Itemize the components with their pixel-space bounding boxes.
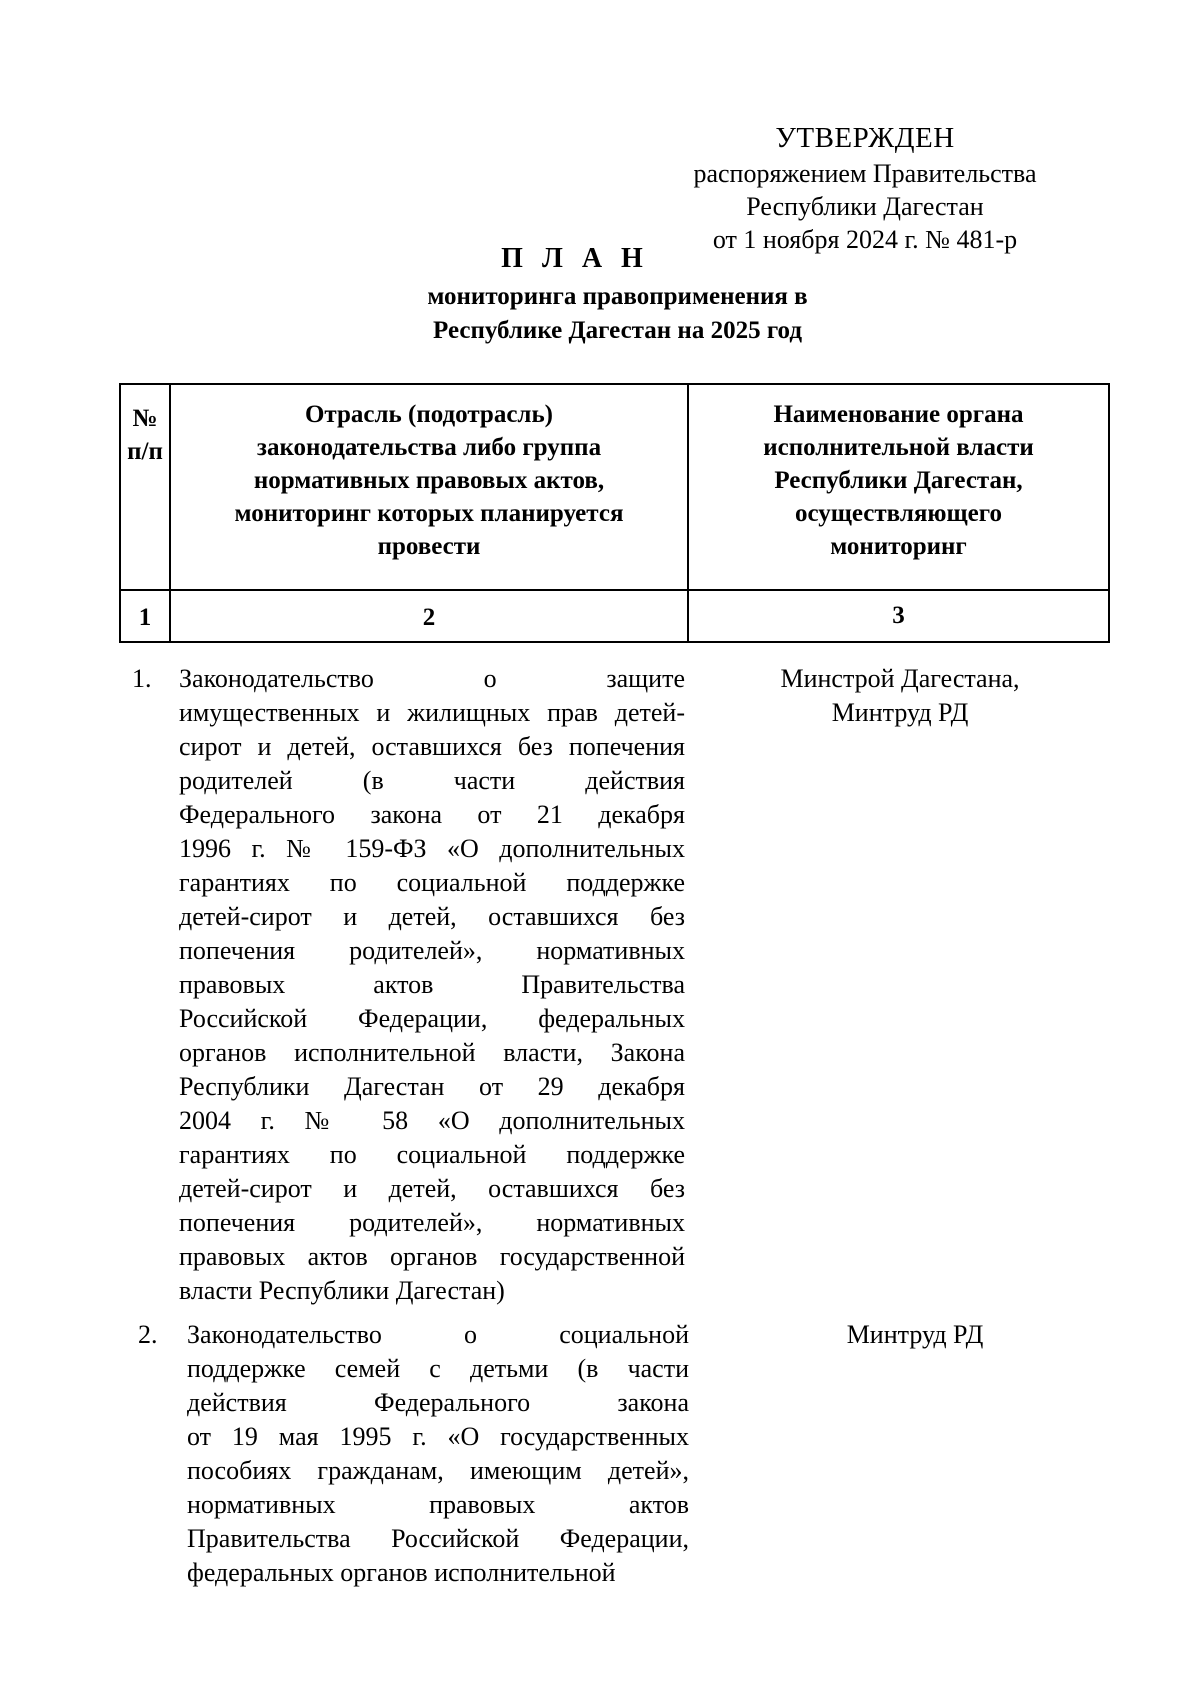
row-text-line: власти Республики Дагестан): [179, 1276, 505, 1305]
row-1-text: [179, 662, 685, 1308]
header-branch-line: провести: [377, 533, 481, 560]
column-number-3: 3: [892, 602, 905, 629]
row-2-text: [187, 1318, 689, 1590]
approval-line-3: от 1 ноября 2024 г. № 481-р: [712, 225, 1018, 254]
row-text-line: 2004 г. № 58 «О дополнительных: [179, 1106, 685, 1135]
header-branch-line: Отрасль (подотрасль): [304, 401, 553, 428]
row-text-line: нормативных правовых актов: [187, 1490, 689, 1519]
row-1-org: [740, 662, 1060, 730]
row-org-line: Минтруд РД: [831, 698, 969, 727]
row-text-line: органов исполнительной власти, Закона: [179, 1038, 685, 1067]
row-text-line: Российской Федерации, федеральных: [179, 1004, 685, 1033]
row-text-line: правовых актов органов государственной: [179, 1242, 685, 1271]
row-text-line: родителей (в части действия: [179, 766, 685, 795]
row-text-line: от 19 мая 1995 г. «О государственных: [187, 1422, 689, 1451]
row-text-line: попечения родителей», нормативных: [179, 936, 685, 965]
approval-block: [640, 122, 1090, 256]
plan-subtitle: [0, 280, 1200, 348]
header-org-line: исполнительной власти: [763, 434, 1034, 461]
row-text-line: попечения родителей», нормативных: [179, 1208, 685, 1237]
column-number-1: 1: [138, 604, 152, 631]
row-org-line: Минстрой Дагестана,: [780, 664, 1020, 693]
header-num: [121, 402, 169, 468]
table-right-border: [1108, 383, 1110, 643]
column-number-2: 2: [422, 604, 436, 631]
plan-subtitle-line-2: Республике Дагестан на 2025 год: [433, 317, 802, 344]
row-text-line: Республики Дагестан от 29 декабря: [179, 1072, 685, 1101]
table-number-row-divider: [119, 641, 1110, 643]
header-org: [689, 398, 1108, 563]
approval-stamp: УТВЕРЖДЕН: [775, 122, 955, 154]
header-org-line: Наименование органа: [773, 401, 1024, 428]
row-text-line: Правительства Российской Федерации,: [187, 1524, 689, 1553]
header-branch-line: нормативных правовых актов,: [253, 467, 605, 494]
row-text-line: федеральных органов исполнительной: [187, 1558, 616, 1587]
table-top-border: [119, 383, 1110, 385]
header-branch: [171, 398, 687, 563]
row-text-line: поддержке семей с детьми (в части: [187, 1354, 689, 1383]
row-text-line: правовых актов Правительства: [179, 970, 685, 999]
header-num-line: п/п: [127, 438, 163, 465]
header-org-line: осуществляющего: [795, 500, 1002, 527]
row-2-org: [770, 1318, 1060, 1352]
row-text-line: действия Федерального закона: [187, 1388, 689, 1417]
approval-line-2: Республики Дагестан: [746, 192, 984, 221]
row-text-line: Законодательство о социальной: [187, 1320, 689, 1349]
row-2-number: 2.: [138, 1320, 158, 1349]
row-text-line: сирот и детей, оставшихся без попечения: [179, 732, 685, 761]
row-text-line: детей-сирот и детей, оставшихся без: [179, 902, 685, 931]
header-branch-line: мониторинг которых планируется: [234, 500, 624, 527]
header-branch-line: законодательства либо группа: [256, 434, 602, 461]
approval-line-1: распоряжением Правительства: [693, 159, 1037, 188]
header-num-line: №: [132, 405, 158, 432]
row-text-line: имущественных и жилищных прав детей-: [179, 698, 685, 727]
row-text-line: Федерального закона от 21 декабря: [179, 800, 685, 829]
plan-title: П Л А Н: [501, 243, 649, 274]
table-header-divider: [119, 589, 1110, 591]
row-text-line: гарантиях по социальной поддержке: [179, 1140, 685, 1169]
plan-subtitle-line-1: мониторинга правоприменения в: [427, 283, 808, 310]
header-org-line: Республики Дагестан,: [774, 467, 1023, 494]
row-text-line: детей-сирот и детей, оставшихся без: [179, 1174, 685, 1203]
row-text-line: гарантиях по социальной поддержке: [179, 868, 685, 897]
row-1-number: 1.: [132, 664, 152, 693]
header-org-line: мониторинг: [830, 533, 967, 560]
row-text-line: 1996 г. № 159-ФЗ «О дополнительных: [179, 834, 685, 863]
row-text-line: пособиях гражданам, имеющим детей»,: [187, 1456, 689, 1485]
row-text-line: Законодательство о защите: [179, 664, 685, 693]
row-org-line: Минтруд РД: [846, 1320, 984, 1349]
